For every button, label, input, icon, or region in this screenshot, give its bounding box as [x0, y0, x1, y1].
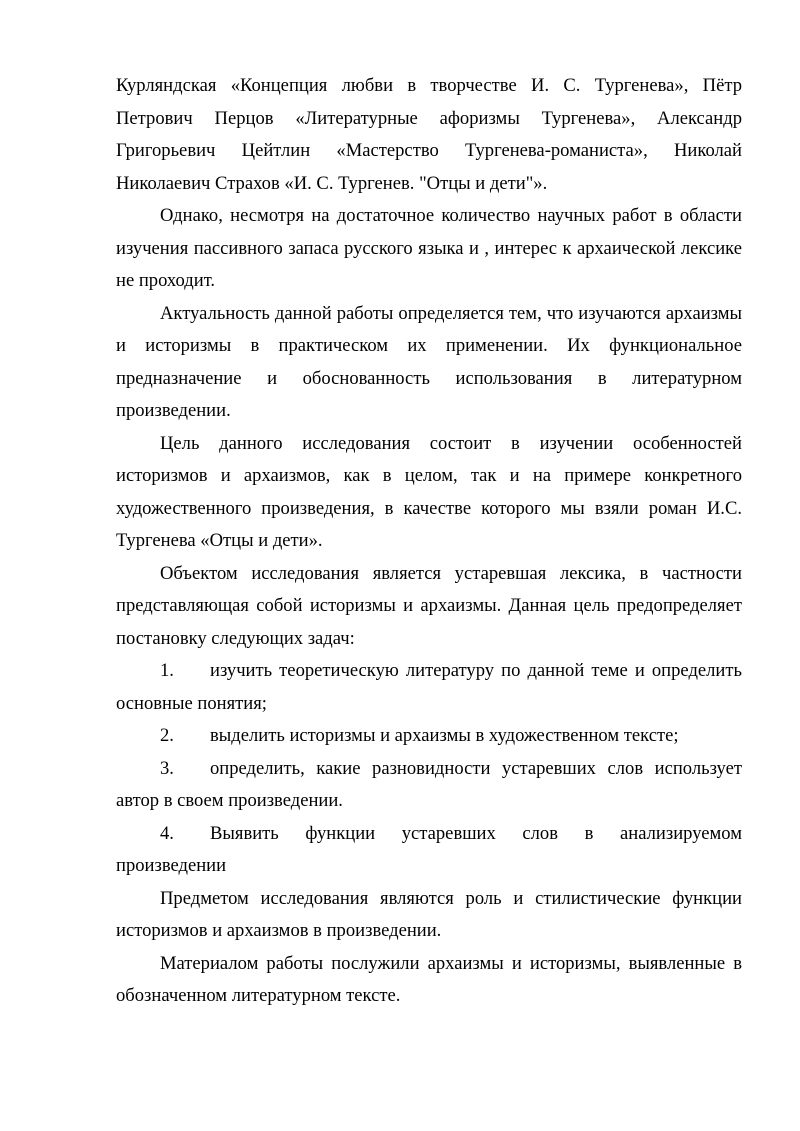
paragraph-subject: Предметом исследования являются роль и стилистические функции историзмов и архаизмов в произведении. — [116, 887, 742, 941]
task-item — [116, 655, 742, 720]
task-text: изучить теоретическую литературу по данной теме и определить основные понятия; — [116, 660, 742, 714]
paragraph-material: Материалом работы послужили архаизмы и историзмы, выявленные в обозначенном литературном тексте. — [116, 952, 742, 1006]
paragraph-object: Объектом исследования является устаревшая лексика, в частности представляющая собой историзмы и архаизмы. Данная цель предопределяет постановку следующих задач: — [116, 562, 742, 649]
task-text: выделить историзмы и архаизмы в художественном тексте; — [210, 725, 679, 746]
paragraph-interest: Однако, несмотря на достаточное количество научных работ в области изучения пассивного запаса русского языка и , интерес к архаической лексике не проходит. — [116, 205, 742, 291]
paragraph-references: Курляндская «Концепция любви в творчестве И. С. Тургенева», Пётр Петрович Перцов «Литературные афоризмы Тургенева», Александр Григорьевич Цейтлин «Мастерство Тургенева-романиста», Николай Николаевич Страхов «И. С. Тургенев. "Отцы и дети"». — [116, 75, 742, 194]
task-number: 4. — [160, 822, 174, 844]
task-text: Выявить функции устаревших слов в анализируемом произведении — [116, 822, 742, 876]
task-text: определить, какие разновидности устаревших слов использует автор в своем произведении. — [116, 757, 742, 811]
task-item — [116, 818, 742, 883]
task-number: 2. — [160, 725, 174, 746]
paragraph-relevance: Актуальность данной работы определяется тем, что изучаются архаизмы и историзмы в практическом их применении. Их функциональное предназначение и обоснованность использования в литературном произведении. — [116, 302, 742, 421]
task-number: 1. — [160, 660, 174, 681]
task-number: 3. — [160, 757, 174, 779]
task-item — [116, 753, 742, 818]
task-item — [116, 720, 742, 753]
paragraph-goal: Цель данного исследования состоит в изучении особенностей историзмов и архаизмов, как в целом, так и на примере конкретного художественного произведения, в качестве которого мы взяли роман И.С. Тургенева «Отцы и дети». — [116, 432, 742, 551]
